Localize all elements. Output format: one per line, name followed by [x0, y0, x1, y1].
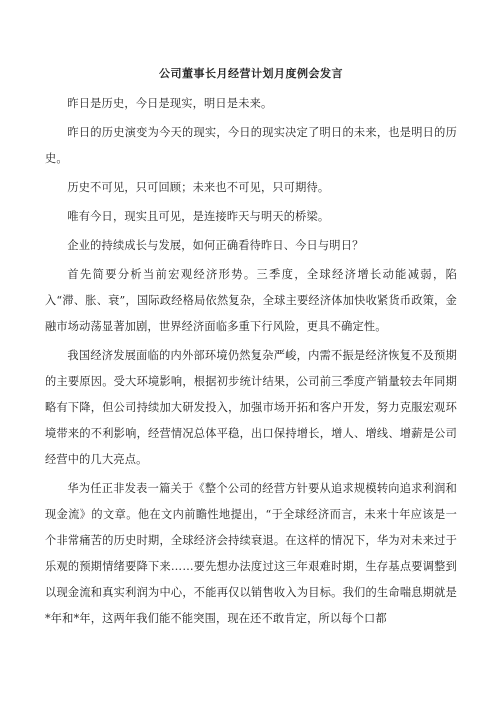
document-page: [45, 66, 457, 635]
paragraph-2: 昨日的历史演变为今天的现实，今日的现实决定了明日的未来，也是明日的历史。: [45, 126, 457, 165]
paragraph-4: 唯有今日，现实且可见，是连接昨天与明天的桥梁。: [67, 210, 330, 223]
paragraph-5: 企业的持续成长与发展，如何正确看待昨日、今日与明日？: [67, 239, 364, 252]
document-title: 公司董事长月经营计划月度例会发言: [159, 67, 343, 80]
paragraph-1: 昨日是历史，今日是现实，明日是未来。: [67, 97, 273, 110]
paragraph-8: 华为任正非发表一篇关于《整个公司的经营方针要从追求规模转向追求利润和现金流》的文章。他在文内前瞻性地提出，“于全球经济而言，未来十年应该是一个非常痛苦的历史时期，全球经济会持续衰退。在这样的情况下，华为对未来过于乐观的预期情绪要降下来……要先想办法度过这三年艰难时期，生存基点要调整到以现金流和真实利润为中心，不能再仅以销售收入为目标。我们的生命喘息期就是*年和*年，这两年我们能不能突围，现在还不敢肯定，所以每个口都: [45, 482, 457, 625]
paragraph-6: 首先简要分析当前宏观经济形势。三季度，全球经济增长动能减弱，陷入“滞、胀、衰”，国际政经格局依然复杂，全球主要经济体加快收紧货币政策，金融市场动荡显著加剧，世界经济面临多重下行风险，更具不确定性。: [45, 268, 457, 333]
paragraph-3: 历史不可见，只可回顾；未来也不可见，只可期待。: [67, 181, 330, 194]
paragraph-7: 我国经济发展面临的内外部环境仍然复杂严峻，内需不振是经济恢复不及预期的主要原因。受大环境影响，根据初步统计结果，公司前三季度产销量较去年同期略有下降，但公司持续加大研发投入，加强市场开拓和客户开发，努力克服宏观环境带来的不利影响，经营情况总体平稳，出口保持增长，增人、增线、增薪是公司经营中的几大亮点。: [45, 349, 457, 466]
